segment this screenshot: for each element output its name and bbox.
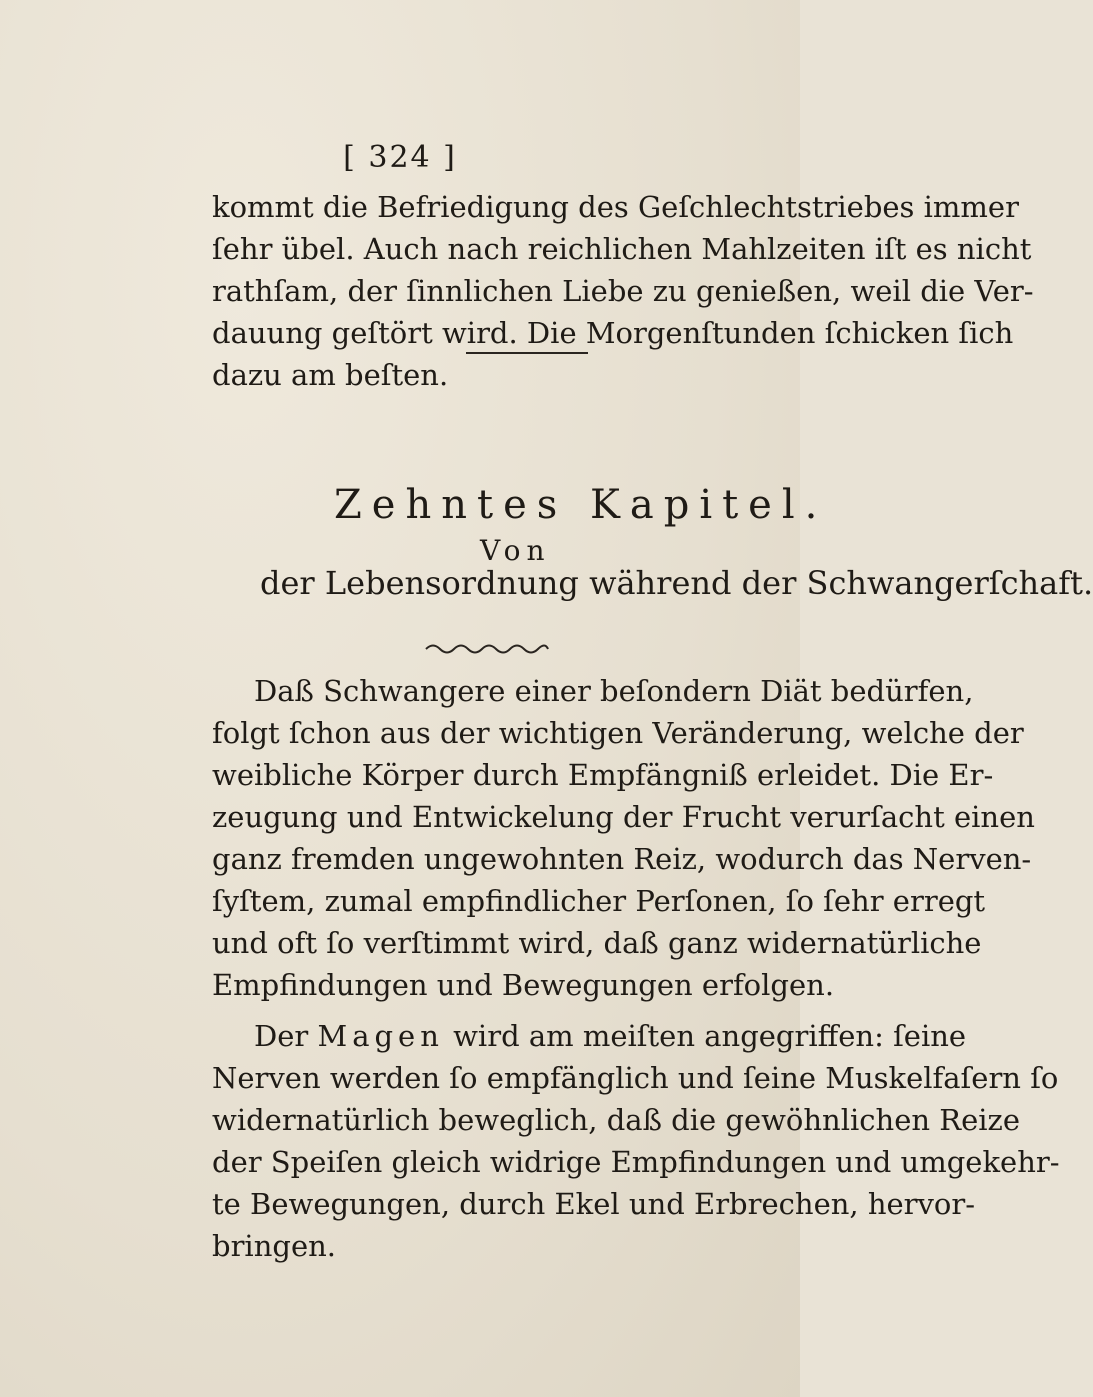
text-line: folgt ſchon aus der wichtigen Veränderung, welche der bbox=[212, 716, 1024, 750]
text-line: widernatürlich beweglich, daß die gewöhnlichen Reize bbox=[212, 1103, 1020, 1137]
text-line: bringen. bbox=[212, 1229, 337, 1263]
line-rest: wird am meiſten angegriffen: ſeine bbox=[453, 1019, 967, 1053]
lead-word: Der bbox=[254, 1019, 309, 1053]
paragraph-1 bbox=[212, 186, 1034, 396]
paragraph-3 bbox=[212, 1015, 1060, 1267]
text-line: dauung geſtört wird. Die Morgenſtunden ſchicken ſich bbox=[212, 316, 1014, 350]
text-line: zeugung und Entwickelung der Frucht verurſacht einen bbox=[212, 800, 1035, 834]
text-line: te Bewegungen, durch Ekel und Erbrechen, hervor- bbox=[212, 1187, 976, 1221]
emphasized-word: Magen bbox=[317, 1019, 444, 1053]
text-line: ganz fremden ungewohnten Reiz, wodurch das Nerven- bbox=[212, 842, 1032, 876]
text-line: Daß Schwangere einer beſondern Diät bedürfen, bbox=[254, 674, 974, 708]
text-line: ſyſtem, zumal empfindlicher Perſonen, ſo ſehr erregt bbox=[212, 884, 986, 918]
text-line: und oft ſo verſtimmt wird, daß ganz widernatürliche bbox=[212, 926, 982, 960]
text-line: weibliche Körper durch Empfängniß erleidet. Die Er- bbox=[212, 758, 994, 792]
text-line: dazu am beſten. bbox=[212, 358, 449, 392]
text-line: Empfindungen und Bewegungen erfolgen. bbox=[212, 968, 835, 1002]
chapter-title: Zehntes Kapitel. bbox=[334, 482, 828, 528]
paragraph-2 bbox=[212, 670, 1035, 1006]
text-line: der Speiſen gleich widrige Empfindungen und umgekehr- bbox=[212, 1145, 1060, 1179]
text-line bbox=[212, 1015, 967, 1057]
text-line: kommt die Befriedigung des Geſchlechtstriebes immer bbox=[212, 190, 1019, 224]
ornamental-divider bbox=[426, 642, 548, 656]
page-number: [ 324 ] bbox=[343, 140, 457, 175]
section-divider bbox=[466, 352, 588, 354]
chapter-von: Von bbox=[480, 534, 551, 567]
text-line: Nerven werden ſo empfänglich und ſeine Muskelfaſern ſo bbox=[212, 1061, 1059, 1095]
text-line: rathſam, der ſinnlichen Liebe zu genießen, weil die Ver- bbox=[212, 274, 1034, 308]
chapter-subtitle: der Lebensordnung während der Schwangerſchaft. bbox=[260, 564, 1093, 602]
text-line: ſehr übel. Auch nach reichlichen Mahlzeiten iſt es nicht bbox=[212, 232, 1032, 266]
